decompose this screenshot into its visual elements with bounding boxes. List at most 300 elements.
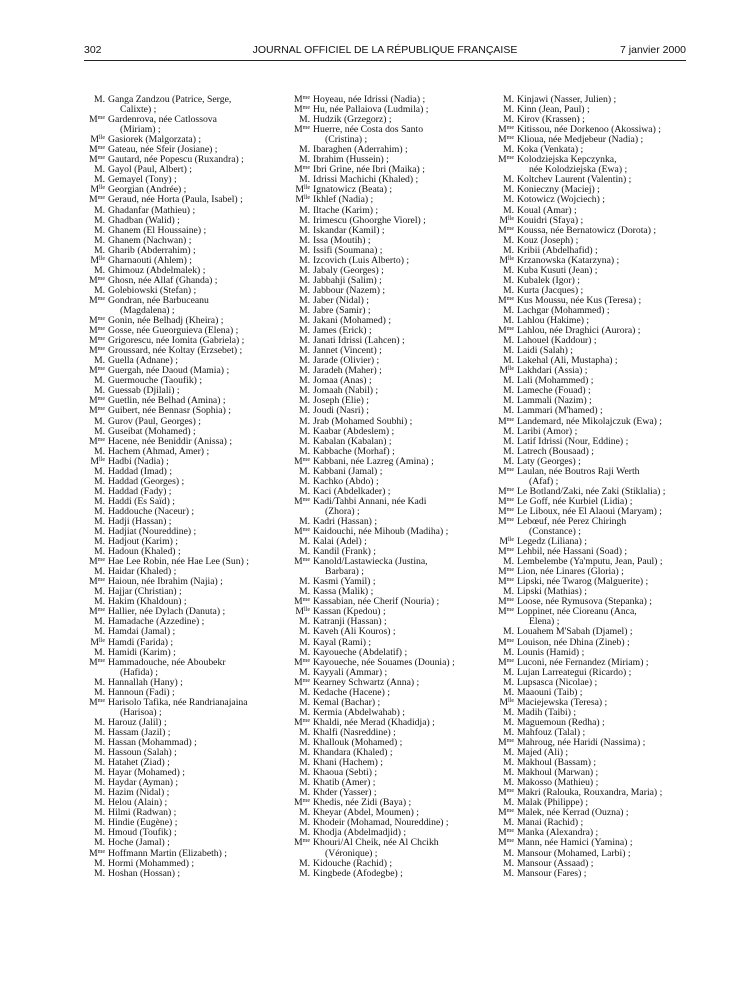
person-name: Khallouk (Mohamed) ; [313, 737, 403, 748]
person-name: Kalai (Adel) ; [313, 536, 367, 548]
civil-title: $M^{me}$ [498, 837, 514, 849]
person-name: Hassam (Jazil) ; [108, 726, 171, 738]
list-item [82, 296, 277, 316]
person-name: Koltchev Laurent (Valentin) ; [517, 174, 632, 186]
civil-title: M. [298, 747, 310, 759]
civil-title: $M^{me}$ [89, 847, 105, 859]
person-name: Izcovich (Luis Alberto) ; [313, 254, 410, 266]
person-name: Lachgar (Mohammed) ; [517, 304, 610, 316]
civil-title: $M^{me}$ [294, 124, 310, 136]
person-name: Luconi, née Fernandez (Miriam) ; [517, 656, 649, 668]
person-name: Huerre, née Costa dos Santo [313, 124, 424, 136]
person-name: Georgian (Andrée) ; [108, 184, 187, 196]
person-name: Jabbahji (Salim) ; [313, 274, 382, 286]
civil-title: M. [502, 315, 514, 327]
person-name: Hu, née Pallaiova (Ludmila) ; [313, 104, 429, 116]
person-name: Lembelembe (Ya'mputu, Jean, Paul) ; [517, 556, 663, 568]
civil-title: M. [298, 706, 310, 718]
civil-title: M. [298, 777, 310, 789]
person-name: Kayoueche, née Souames (Dounia) ; [313, 656, 455, 668]
civil-title: M. [502, 726, 514, 738]
person-name: Hamadache (Azzedine) ; [108, 616, 205, 628]
civil-title: $M^{me}$ [498, 154, 514, 166]
civil-title: M. [93, 807, 105, 819]
person-name: Manka (Alexandra) ; [517, 827, 599, 839]
person-name: Kaci (Abdelkader) ; [313, 485, 391, 497]
civil-title: M. [298, 114, 310, 126]
list-item [491, 467, 691, 487]
person-name: Louison, née Dhina (Zineb) ; [517, 636, 630, 648]
civil-title: M. [502, 817, 514, 829]
person-name: Irimescu (Ghoorghe Viorel) ; [313, 214, 426, 226]
civil-title: M. [298, 415, 310, 427]
person-name: Gardenrova, née Catlossova [108, 114, 217, 126]
civil-title: $M^{me}$ [89, 435, 105, 447]
person-name: Kabbani, née Lazreg (Amina) ; [313, 455, 434, 467]
civil-title: M. [93, 214, 105, 226]
civil-title: M. [298, 536, 310, 548]
person-name: Hoyeau, née Idrissi (Nadia) ; [313, 94, 426, 105]
civil-title: $M^{me}$ [89, 274, 105, 286]
person-name: Jabaly (Georges) ; [313, 264, 384, 276]
civil-title: M. [298, 325, 310, 337]
civil-title: $M^{lle}$ [295, 184, 310, 196]
civil-title: M. [502, 646, 514, 658]
person-name: Gemayel (Tony) ; [108, 174, 177, 186]
person-name: Gayol (Paul, Albert) ; [108, 164, 192, 176]
civil-title: M. [93, 164, 105, 176]
person-name: Gateau, née Sfeir (Josiane) ; [108, 144, 218, 156]
person-name: Hatahet (Ziad) ; [108, 757, 170, 769]
page-header [84, 44, 686, 60]
civil-title: $M^{me}$ [498, 415, 514, 427]
person-name: Konieczny (Maciej) ; [517, 184, 600, 196]
civil-title: M. [93, 536, 105, 548]
person-name: Hamdi (Farida) ; [108, 636, 174, 648]
person-name: Klioua, née Medjebeur (Nadia) ; [517, 134, 644, 146]
person-name-continuation: (Constance) ; [529, 526, 581, 538]
person-name: Lameche (Fouad) ; [517, 385, 591, 397]
person-name: Koual (Amar) ; [517, 204, 577, 216]
page-number: 302 [84, 44, 102, 56]
person-name: Lehbil, née Hassani (Soad) ; [517, 546, 628, 558]
civil-title: M. [502, 304, 514, 316]
civil-title: M. [298, 355, 310, 367]
person-name: Janati Idrissi (Lahcen) ; [313, 335, 405, 347]
person-name: Haioun, née Ibrahim (Najia) ; [108, 576, 223, 588]
person-name: Landemard, née Mikolajczuk (Ewa) ; [517, 415, 662, 427]
person-name: Golebiowski (Stefan) ; [108, 284, 197, 296]
civil-title: M. [93, 867, 105, 879]
person-name: Mahfouz (Talal) ; [517, 726, 586, 738]
person-name: Jabbour (Nazem) ; [313, 284, 386, 296]
person-name: Kouz (Joseph) ; [517, 234, 579, 246]
civil-title: M. [502, 435, 514, 447]
civil-title: $M^{me}$ [89, 576, 105, 588]
person-name: Ghadban (Walid) ; [108, 214, 180, 226]
civil-title: $M^{me}$ [89, 154, 105, 166]
civil-title: M. [298, 425, 310, 437]
civil-title: M. [298, 465, 310, 477]
civil-title: $M^{lle}$ [499, 365, 514, 377]
person-name: Kabbache (Morhaf) ; [313, 445, 395, 457]
civil-title: M. [298, 737, 310, 748]
civil-title: M. [502, 425, 514, 437]
civil-title: M. [502, 234, 514, 246]
civil-title: $M^{me}$ [294, 676, 310, 688]
person-name: Kermia (Abdelwahab) ; [313, 706, 405, 718]
civil-title: $M^{me}$ [294, 526, 310, 538]
civil-title: M. [93, 546, 105, 558]
civil-title: $M^{lle}$ [90, 184, 105, 196]
person-name: Hormi (Mohammed) ; [108, 857, 195, 869]
person-name: Haddi (Es Saïd) ; [108, 495, 175, 507]
civil-title: M. [93, 686, 105, 698]
person-name: Lounis (Hamid) ; [517, 646, 585, 658]
person-name: Lahlou, née Draghici (Aurora) ; [517, 325, 641, 337]
person-name-continuation: (Magdalena) ; [120, 304, 175, 316]
person-name: Hadbi (Nadia) ; [108, 455, 169, 467]
civil-title: $M^{lle}$ [295, 194, 310, 206]
civil-title: $M^{me}$ [498, 546, 514, 558]
civil-title: M. [502, 867, 514, 879]
person-name: Loppinet, née Cioreanu (Anca, [517, 606, 637, 618]
civil-title: M. [93, 626, 105, 638]
civil-title: M. [298, 807, 310, 819]
civil-title: $M^{me}$ [294, 455, 310, 467]
person-name-continuation: (Zhora) ; [325, 505, 360, 517]
civil-title: M. [93, 505, 105, 517]
person-name: Harouz (Jalil) ; [108, 716, 167, 728]
person-name: Groussard, née Koltay (Erzsebet) ; [108, 345, 243, 357]
person-name: Latrech (Bousaad) ; [517, 445, 594, 457]
person-name: Hoshan (Hossan) ; [108, 867, 181, 879]
person-name: Katranji (Hassan) ; [313, 616, 387, 628]
civil-title: M. [93, 284, 105, 296]
person-name: Ghadanfar (Mathieu) ; [108, 204, 196, 216]
person-name: Kaidouchi, née Mihoub (Madiha) ; [313, 526, 449, 538]
person-name: Haddouche (Naceur) ; [108, 505, 195, 517]
person-name: Khaoua (Sebti) ; [313, 767, 378, 779]
civil-title: M. [93, 787, 105, 799]
name-list-column-1 [82, 95, 277, 879]
civil-title: $M^{me}$ [294, 656, 310, 668]
person-name: Louahem M'Sabah (Djamel) ; [517, 626, 633, 638]
person-name: Lujan Larreategui (Ricardo) ; [517, 666, 632, 678]
civil-title: M. [298, 365, 310, 377]
person-name: Kus Moussu, née Kus (Teresa) ; [517, 294, 642, 306]
civil-title: M. [298, 576, 310, 588]
civil-title: M. [502, 767, 514, 779]
person-name-continuation: née Kolodziejska (Ewa) ; [529, 164, 628, 176]
civil-title: $M^{me}$ [89, 114, 105, 126]
civil-title: M. [298, 757, 310, 769]
person-name: Kearney Schwartz (Anna) ; [313, 676, 420, 688]
civil-title: $M^{me}$ [498, 485, 514, 497]
civil-title: M. [93, 224, 105, 236]
person-name: Hamdai (Jamal) ; [108, 626, 176, 638]
person-name: Hassoun (Salah) ; [108, 747, 177, 759]
civil-title: M. [93, 777, 105, 789]
civil-title: M. [93, 385, 105, 397]
person-name: Hacene, née Beniddir (Anissa) ; [108, 435, 233, 447]
civil-title: M. [298, 144, 310, 156]
person-name: Khodja (Abdelmadjid) ; [313, 827, 407, 839]
civil-title: M. [298, 345, 310, 357]
civil-title: M. [93, 264, 105, 276]
person-name: Haidar (Khaled) ; [108, 566, 177, 578]
civil-title: M. [502, 676, 514, 688]
person-name-continuation: Elena) ; [529, 616, 560, 628]
civil-title: M. [93, 857, 105, 869]
civil-title: M. [298, 515, 310, 527]
person-name: Hajjar (Christian) ; [108, 586, 182, 598]
civil-title: M. [502, 857, 514, 869]
list-item [491, 155, 691, 175]
person-name: Hadoun (Khaled) ; [108, 546, 181, 558]
person-name: Makhoul (Bassam) ; [517, 757, 597, 769]
civil-title: M. [93, 375, 105, 387]
person-name: Lahouel (Kaddour) ; [517, 335, 597, 347]
person-name: Iskandar (Kamil) ; [313, 224, 385, 236]
issue-date: 7 janvier 2000 [620, 44, 686, 56]
civil-title: M. [298, 284, 310, 296]
civil-title: $M^{me}$ [498, 737, 514, 748]
civil-title: $M^{me}$ [498, 134, 514, 146]
person-name: Jrab (Mohamed Soubhi) ; [313, 415, 413, 427]
civil-title: M. [93, 174, 105, 186]
civil-title: M. [298, 435, 310, 447]
person-name: Haddad (Fady) ; [108, 485, 172, 497]
civil-title: $M^{lle}$ [499, 536, 514, 548]
person-name: Guibert, née Bennasr (Sophia) ; [108, 405, 231, 417]
person-name: James (Erick) ; [313, 325, 372, 337]
civil-title: M. [502, 244, 514, 256]
civil-title: $M^{me}$ [498, 596, 514, 608]
civil-title: $M^{me}$ [498, 576, 514, 588]
person-name: Gautard, née Popescu (Ruxandra) ; [108, 154, 244, 166]
civil-title: $M^{me}$ [89, 335, 105, 347]
person-name: Kaabar (Abdeslem) ; [313, 425, 395, 437]
civil-title: $M^{me}$ [498, 465, 514, 477]
civil-title: M. [93, 737, 105, 748]
civil-title: M. [93, 596, 105, 608]
person-name: Hilmi (Radwan) ; [108, 807, 177, 819]
person-name: Khder (Yasser) ; [313, 787, 377, 799]
person-name: Khedis, née Zidi (Baya) ; [313, 797, 412, 809]
person-name: Hadjiat (Noureddine) ; [108, 526, 197, 538]
person-name: Mahroug, née Haridi (Nassima) ; [517, 737, 646, 748]
civil-title: M. [502, 385, 514, 397]
civil-title: M. [298, 395, 310, 407]
name-list-column-3 [491, 95, 691, 879]
civil-title: M. [93, 495, 105, 507]
person-name: Kuba Kusuti (Jean) ; [517, 264, 598, 276]
civil-title: M. [502, 626, 514, 638]
civil-title: M. [502, 556, 514, 568]
person-name: Hannoun (Fadi) ; [108, 686, 175, 698]
civil-title: M. [298, 335, 310, 347]
person-name: Hayar (Mohamed) ; [108, 767, 185, 779]
civil-title: $M^{me}$ [498, 224, 514, 236]
civil-title: $M^{me}$ [498, 566, 514, 578]
person-name: Kinn (Jean, Paul) ; [517, 104, 590, 116]
civil-title: M. [502, 345, 514, 357]
civil-title: M. [298, 405, 310, 417]
civil-title: $M^{me}$ [294, 716, 310, 728]
person-name: Ibaraghen (Aderrahim) ; [313, 144, 408, 156]
journal-title: JOURNAL OFFICIEL DE LA RÉPUBLIQUE FRANÇAISE [252, 44, 518, 56]
civil-title: M. [298, 385, 310, 397]
list-item [82, 698, 277, 718]
civil-title: M. [502, 747, 514, 759]
person-name: Hae Lee Robin, née Hae Lee (Sun) ; [108, 556, 249, 568]
civil-title: M. [298, 817, 310, 829]
person-name: Guergah, née Daoud (Mamia) ; [108, 365, 230, 377]
civil-title: M. [93, 515, 105, 527]
civil-title: M. [298, 375, 310, 387]
civil-title: $M^{me}$ [89, 606, 105, 618]
person-name: Manai (Rachid) ; [517, 817, 584, 829]
civil-title: $M^{me}$ [498, 787, 514, 799]
person-name: Legedz (Liliana) ; [517, 536, 587, 548]
person-name: Gurov (Paul, Georges) ; [108, 415, 201, 427]
civil-title: $M^{me}$ [294, 495, 310, 507]
civil-title: M. [502, 264, 514, 276]
civil-title: $M^{lle}$ [499, 214, 514, 226]
person-name: Ikhlef (Nadia) ; [313, 194, 374, 206]
civil-title: M. [298, 626, 310, 638]
person-name: Krzanowska (Katarzyna) ; [517, 254, 620, 266]
person-name: Khaldi, née Merad (Khadidja) ; [313, 716, 435, 728]
civil-title: M. [298, 204, 310, 216]
person-name: Lebœuf, née Perez Chiringh [517, 515, 627, 527]
person-name: Ghosn, née Allaf (Ghanda) ; [108, 274, 218, 286]
civil-title: $M^{me}$ [498, 325, 514, 337]
person-name: Hassan (Mohammad) ; [108, 737, 197, 748]
civil-title: M. [502, 114, 514, 126]
civil-title: M. [298, 787, 310, 799]
civil-title: M. [93, 465, 105, 477]
person-name: Ghanem (Nachwan) ; [108, 234, 192, 246]
civil-title: $M^{me}$ [498, 827, 514, 839]
person-name: Gasiorek (Malgorzata) ; [108, 134, 202, 146]
civil-title: M. [298, 214, 310, 226]
person-name: Koussa, née Bernatowicz (Dorota) ; [517, 224, 657, 236]
person-name: Mansour (Mohamed, Larbi) ; [517, 847, 631, 859]
person-name: Mann, née Hamici (Yamina) ; [517, 837, 633, 849]
person-name: Khouri/Al Cheik, née Al Chcikh [313, 837, 439, 849]
person-name: Mansour (Assaad) ; [517, 857, 594, 869]
person-name: Majed (Ali) ; [517, 747, 569, 759]
civil-title: M. [93, 425, 105, 437]
person-name: Khalfi (Nasreddine) ; [313, 726, 396, 738]
person-name: Guseibat (Mohamed) ; [108, 425, 196, 437]
civil-title: $M^{me}$ [498, 606, 514, 618]
person-name: Lahlou (Hakime) ; [517, 315, 590, 327]
civil-title: $M^{me}$ [89, 405, 105, 417]
person-name: Hakim (Khaldoun) ; [108, 596, 187, 608]
civil-title: M. [298, 234, 310, 246]
civil-title: $M^{me}$ [498, 515, 514, 527]
person-name: Kitissou, née Dorkenoo (Akossiwa) ; [517, 124, 661, 136]
person-name: Koka (Venkata) ; [517, 144, 584, 156]
person-name: Geraud, née Horta (Paula, Isabel) ; [108, 194, 243, 206]
civil-title: M. [93, 204, 105, 216]
civil-title: M. [93, 757, 105, 769]
civil-title: M. [93, 646, 105, 658]
person-name: Lipski (Mathias) ; [517, 586, 587, 598]
person-name: Jarade (Olivier) ; [313, 355, 380, 367]
person-name: Lali (Mohammed) ; [517, 375, 594, 387]
civil-title: M. [502, 455, 514, 467]
person-name: Gosse, née Gueorguieva (Elena) ; [108, 325, 239, 337]
civil-title: M. [502, 375, 514, 387]
person-name: Gonin, née Belhadj (Kheira) ; [108, 315, 224, 327]
person-name: Maguemoun (Redha) ; [517, 716, 605, 728]
person-name: Hudzik (Grzegorz) ; [313, 114, 392, 126]
civil-title: $M^{me}$ [294, 104, 310, 116]
person-name: Kadi/Tahbi Annani, née Kadi [313, 495, 427, 507]
civil-title: M. [298, 646, 310, 658]
person-name: Kandil (Frank) ; [313, 546, 376, 558]
civil-title: M. [502, 274, 514, 286]
person-name: Khani (Hachem) ; [313, 757, 383, 769]
civil-title: M. [298, 726, 310, 738]
civil-title: M. [93, 747, 105, 759]
person-name: Kheyar (Abdel, Moumen) ; [313, 807, 419, 819]
person-name: Jomaa (Anas) ; [313, 375, 372, 387]
civil-title: M. [93, 716, 105, 728]
person-name: Hallier, née Dylach (Danuta) ; [108, 606, 226, 618]
civil-title: M. [298, 586, 310, 598]
civil-title: $M^{me}$ [294, 556, 310, 568]
person-name: Lammari (M'hamed) ; [517, 405, 603, 417]
civil-title: M. [298, 696, 310, 708]
person-name: Kaveh (Ali Kouros) ; [313, 626, 396, 638]
person-name: Khodeir (Mohamad, Noureddine) ; [313, 817, 449, 829]
person-name: Maciejewska (Teresa) ; [517, 696, 608, 708]
civil-title: M. [298, 154, 310, 166]
person-name: Loose, née Rymusova (Stepanka) ; [517, 596, 652, 608]
person-name-continuation: (Véronique) ; [325, 847, 378, 859]
person-name: Guella (Adnane) ; [108, 355, 178, 367]
person-name: Lakhdari (Assia) ; [517, 365, 588, 377]
person-name: Gondran, née Barbuceanu [108, 294, 209, 306]
civil-title: M. [298, 254, 310, 266]
person-name: Lion, née Linares (Gloria) ; [517, 566, 624, 578]
list-item [82, 658, 277, 678]
person-name: Haydar (Ayman) ; [108, 777, 179, 789]
civil-title: $M^{me}$ [89, 144, 105, 156]
person-name: Kabbani (Jamal) ; [313, 465, 383, 477]
list-item [287, 125, 483, 145]
civil-title: $M^{me}$ [89, 696, 105, 708]
civil-title: $M^{me}$ [498, 656, 514, 668]
person-name: Joudi (Nasri) ; [313, 405, 369, 417]
civil-title: $M^{me}$ [498, 505, 514, 517]
civil-title: $M^{lle}$ [90, 455, 105, 467]
civil-title: M. [502, 204, 514, 216]
civil-title: M. [93, 566, 105, 578]
person-name: Kanold/Lastawiecka (Justina, [313, 556, 428, 568]
civil-title: M. [298, 857, 310, 869]
civil-title: M. [502, 666, 514, 678]
civil-title: M. [298, 767, 310, 779]
civil-title: M. [298, 445, 310, 457]
person-name: Idrissi Machichi (Khaled) ; [313, 174, 419, 186]
list-item [491, 607, 691, 627]
